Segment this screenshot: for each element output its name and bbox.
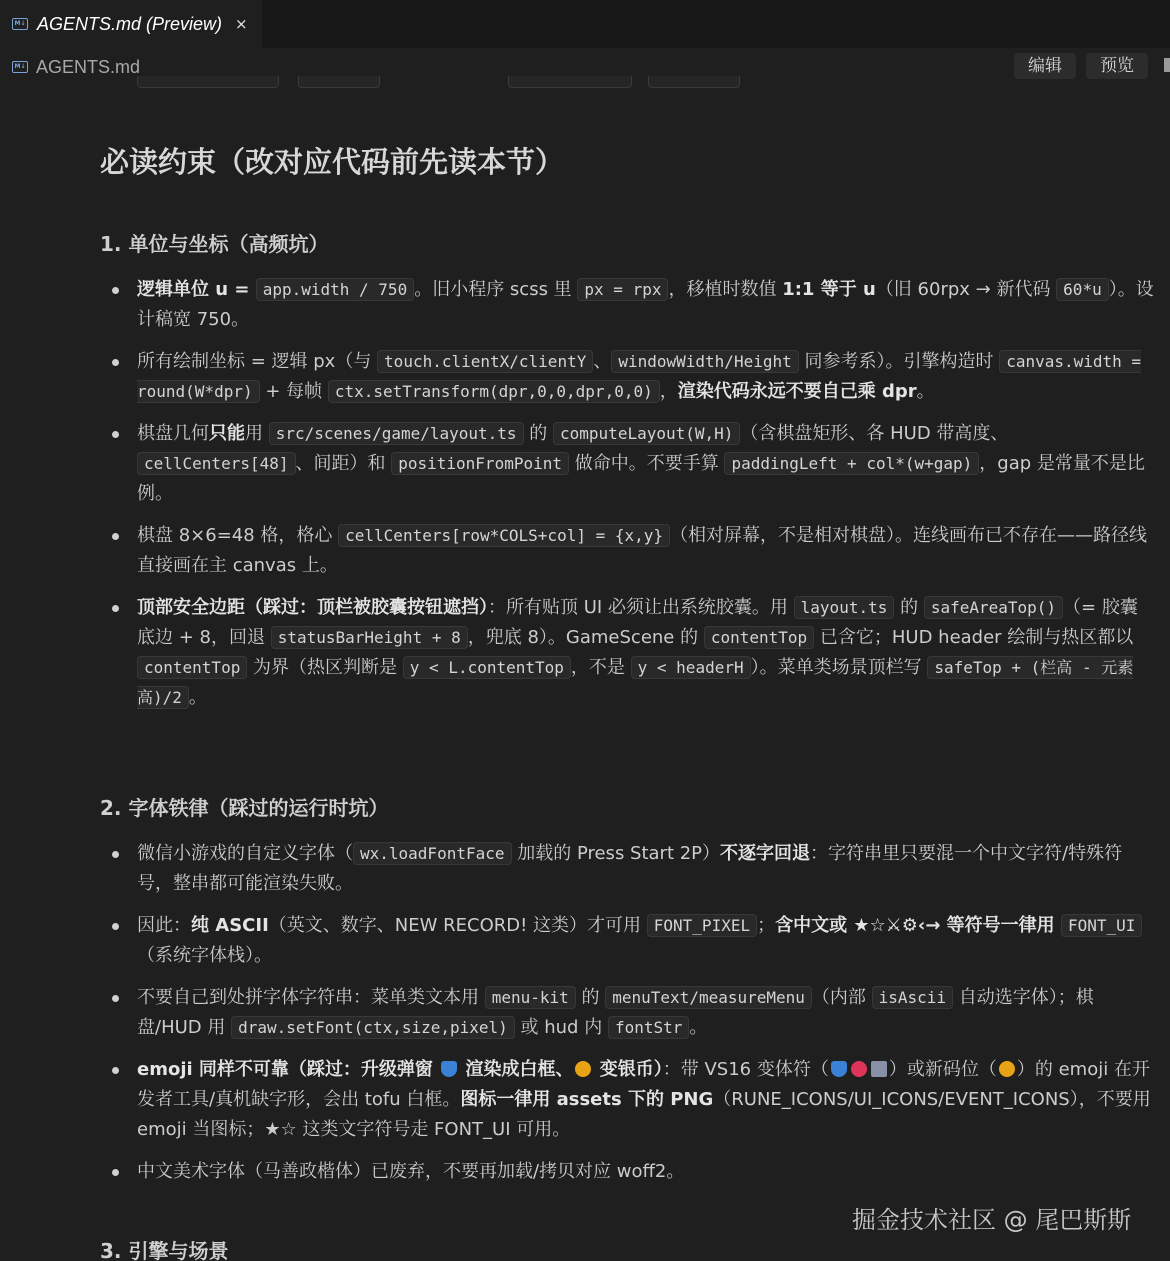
inline-code: menuText/measureMenu [605, 986, 812, 1009]
inline-code: fontStr [608, 1016, 689, 1039]
coin-icon [999, 1061, 1015, 1077]
inline-code: wx.loadFontFace [353, 842, 512, 865]
inline-code: canvas.width = round(W*dpr) [137, 352, 1142, 401]
list-item: 中文美术字体（马善政楷体）已废弃，不要再加载/拷贝对应 woff2。 [100, 1157, 1155, 1187]
inline-code: windowWidth/Height [611, 350, 798, 373]
inline-code: draw.setFont(ctx,size,pixel) [231, 1016, 515, 1039]
inline-code: 60*u [1056, 278, 1109, 301]
page-title: 必读约束（改对应代码前先读本节） [100, 145, 565, 179]
inline-code: isAscii [872, 986, 953, 1009]
inline-code: layout.ts [794, 596, 895, 619]
markdown-icon: M↓ [12, 61, 28, 73]
clipped-code [648, 76, 740, 88]
tab-agents-preview[interactable] [0, 0, 262, 48]
inline-code: app.width / 750 [256, 278, 415, 301]
preview-button[interactable]: 预览 [1086, 53, 1148, 79]
list-item: 棋盘几何只能用 src/scenes/game/layout.ts 的 computeLayout(W,H) （含棋盘矩形、各 HUD 带高度、cellCenters[48] 、间距）和 positionFromPoint 做命中。不要手算 paddingLeft + col*(w+gap) ，gap 是常量不是比例。 [100, 419, 1155, 509]
inline-code: FONT_UI [1061, 914, 1142, 937]
section-heading: 2. 字体铁律（踩过的运行时坑） [100, 796, 389, 820]
inline-code: contentTop [704, 626, 814, 649]
list-item: 逻辑单位 u = app.width / 750 。旧小程序 scss 里 px = rpx ，移植时数值 1:1 等于 u（旧 60rpx → 新代码 60*u ）。设计稿宽 750。 [100, 275, 1155, 335]
inline-code: safeAreaTop() [924, 596, 1063, 619]
watermark: 掘金技术社区 @ 尾巴斯斯 [852, 1206, 1132, 1234]
inline-code: contentTop [137, 656, 247, 679]
inline-code: ctx.setTransform(dpr,0,0,dpr,0,0) [328, 380, 660, 403]
heart-icon [851, 1061, 867, 1077]
section-heading: 1. 单位与坐标（高频坑） [100, 232, 329, 256]
shield-icon [441, 1061, 457, 1077]
list-item: 所有绘制坐标 = 逻辑 px（与 touch.clientX/clientY 、 windowWidth/Height 同参考系）。引擎构造时 canvas.width = round(W*dpr) + 每帧 ctx.setTransform(dpr,0,0,dpr,0,0) ，渲染代码永远不要自己乘 dpr。 [100, 347, 1155, 407]
list-item: 因此：纯 ASCII（英文、数字、NEW RECORD! 这类）才可用 FONT_PIXEL ；含中文或 ★☆⚔⚙‹→ 等符号一律用 FONT_UI（系统字体栈）。 [100, 911, 1155, 971]
inline-code: cellCenters[48] [137, 452, 296, 475]
section-heading: 3. 引擎与场景 [100, 1239, 229, 1261]
inline-code: src/scenes/game/layout.ts [269, 422, 524, 445]
overflow-edge [1164, 58, 1170, 72]
inline-code: paddingLeft + col*(w+gap) [724, 452, 979, 475]
inline-code: statusBarHeight + 8 [271, 626, 468, 649]
crossed-swords-icon [871, 1061, 887, 1077]
inline-code: computeLayout(W,H) [553, 422, 740, 445]
list-item: emoji 同样不可靠（踩过：升级弹窗 渲染成白框、 变银币）：带 VS16 变体符（ ）或新码位（ ）的 emoji 在开发者工具/真机缺字形，会出 tofu 白框。图标一律用 assets 下的 PNG（RUNE_ICONS/UI_ICONS/EVENT_ICONS），不要用 emoji 当图标；★☆ 这类文字符号走 FONT_UI 可用。 [100, 1055, 1155, 1145]
clipped-code [508, 76, 632, 88]
list-item: 不要自己到处拼字体字符串：菜单类文本用 menu-kit 的 menuText/measureMenu （内部 isAscii 自动选字体）；棋盘/HUD 用 draw.setFont(ctx,size,pixel) 或 hud 内 fontStr 。 [100, 983, 1155, 1043]
coin-icon [575, 1061, 591, 1077]
clipped-code [137, 76, 279, 88]
inline-code: y < headerH [631, 656, 751, 679]
list-item: 顶部安全边距（踩过：顶栏被胶囊按钮遮挡）：所有贴顶 UI 必须让出系统胶囊。用 layout.ts 的 safeAreaTop() （= 胶囊底边 + 8，回退 statusBarHeight + 8 ，兜底 8）。GameScene 的 contentTop 已含它；HUD header 绘制与热区都以 contentTop 为界（热区判断是 y < L.contentTop ，不是 y < headerH ）。菜单类场景顶栏写 safeTop + (栏高 - 元素高)/2 。 [100, 593, 1155, 713]
section-1-list [100, 275, 1155, 725]
breadcrumb-label: AGENTS.md [36, 56, 141, 77]
inline-code: FONT_PIXEL [647, 914, 757, 937]
inline-code: touch.clientX/clientY [377, 350, 593, 373]
inline-code: px = rpx [577, 278, 668, 301]
inline-code: menu-kit [485, 986, 576, 1009]
inline-code: positionFromPoint [391, 452, 569, 475]
tab-label: AGENTS.md (Preview) [37, 13, 223, 34]
list-item: 微信小游戏的自定义字体（ wx.loadFontFace 加载的 Press Start 2P）不逐字回退：字符串里只要混一个中文字符/特殊符号，整串都可能渲染失败。 [100, 839, 1155, 899]
clipped-code [298, 76, 380, 88]
list-item: 棋盘 8×6=48 格，格心 cellCenters[row*COLS+col] = {x,y} （相对屏幕，不是相对棋盘）。连线画布已不存在——路径线直接画在主 canvas 上。 [100, 521, 1155, 581]
tab-bar [0, 0, 1170, 48]
edit-button[interactable]: 编辑 [1014, 53, 1076, 79]
inline-code: safeTop + (栏高 - 元素高)/2 [137, 658, 1134, 707]
markdown-icon: M↓ [12, 18, 28, 30]
breadcrumb[interactable] [12, 55, 140, 79]
shield-icon [831, 1061, 847, 1077]
close-icon[interactable]: × [235, 15, 248, 33]
section-2-list [100, 839, 1155, 1199]
inline-code: cellCenters[row*COLS+col] = {x,y} [338, 524, 670, 547]
inline-code: y < L.contentTop [403, 656, 571, 679]
